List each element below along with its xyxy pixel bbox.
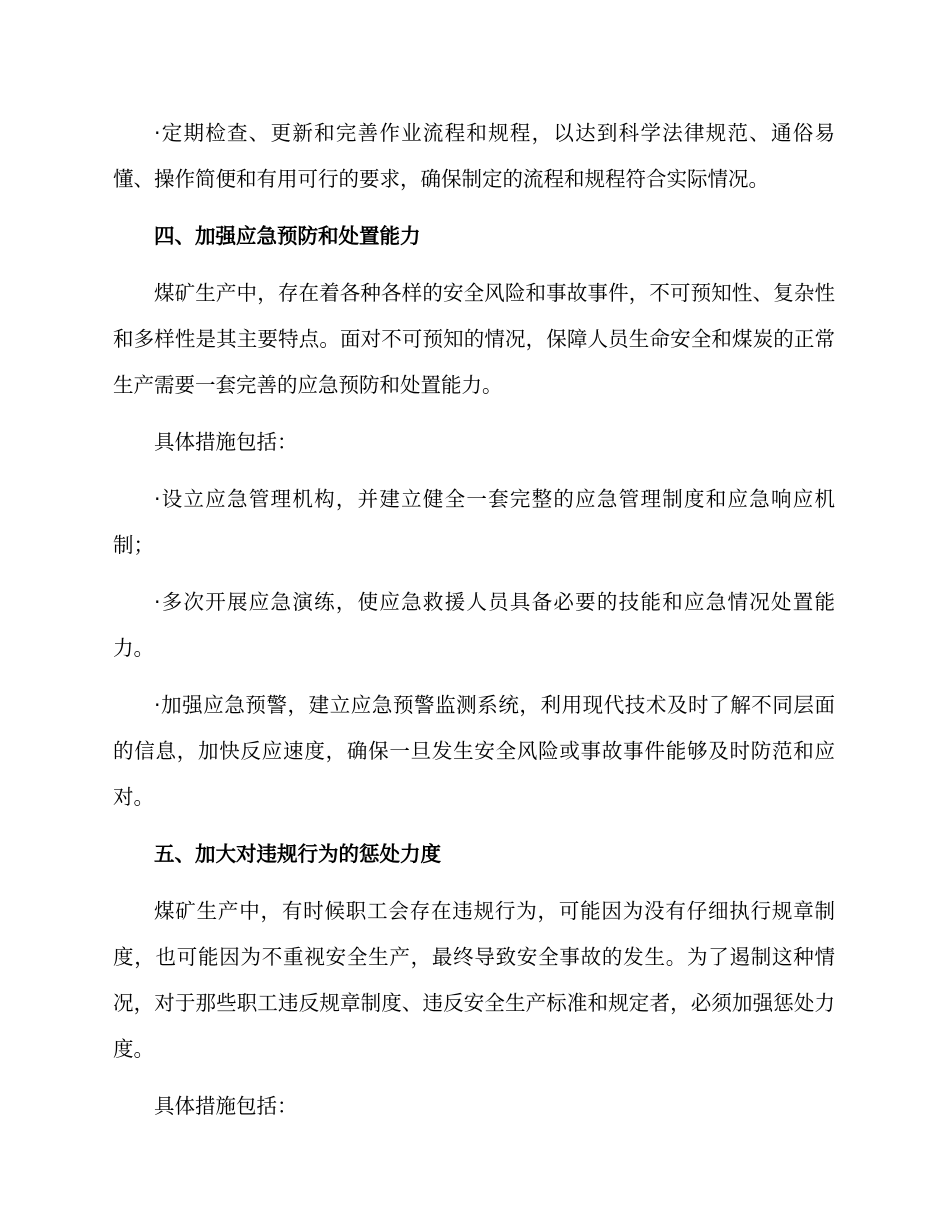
bullet-emergency-drills: ·多次开展应急演练，使应急救援人员具备必要的技能和应急情况处置能力。 — [113, 590, 835, 660]
bullet-emergency-agency: ·设立应急管理机构，并建立健全一套完整的应急管理制度和应急响应机制； — [113, 487, 835, 557]
paragraph-measures-label: 具体措施包括： — [154, 430, 298, 454]
bullet-emergency-warning: ·加强应急预警，建立应急预警监测系统，利用现代技术及时了解不同层面的信息，加快反应速度，确保一旦发生安全风险或事故事件能够及时防范和应对。 — [113, 693, 835, 809]
paragraph-emergency-intro: 煤矿生产中，存在着各种各样的安全风险和事故事件，不可预知性、复杂性和多样性是其主要特点。面对不可预知的情况，保障人员生命安全和煤炭的正常生产需要一套完善的应急预防和处置能力。 — [113, 281, 835, 397]
paragraph-measures-label-2: 具体措施包括： — [154, 1094, 298, 1118]
document-body — [113, 110, 835, 1129]
section-heading-emergency: 四、加强应急预防和处置能力 — [154, 224, 421, 248]
section-heading-penalties: 五、加大对违规行为的惩处力度 — [154, 842, 441, 866]
paragraph-violations-intro: 煤矿生产中，有时候职工会存在违规行为，可能因为没有仔细执行规章制度，也可能因为不重视安全生产，最终导致安全事故的发生。为了遏制这种情况，对于那些职工违反规章制度、违反安全生产标准和规定者，必须加强惩处力度。 — [113, 899, 835, 1061]
bullet-update-procedures: ·定期检查、更新和完善作业流程和规程，以达到科学法律规范、通俗易懂、操作简便和有用可行的要求，确保制定的流程和规程符合实际情况。 — [113, 121, 835, 191]
